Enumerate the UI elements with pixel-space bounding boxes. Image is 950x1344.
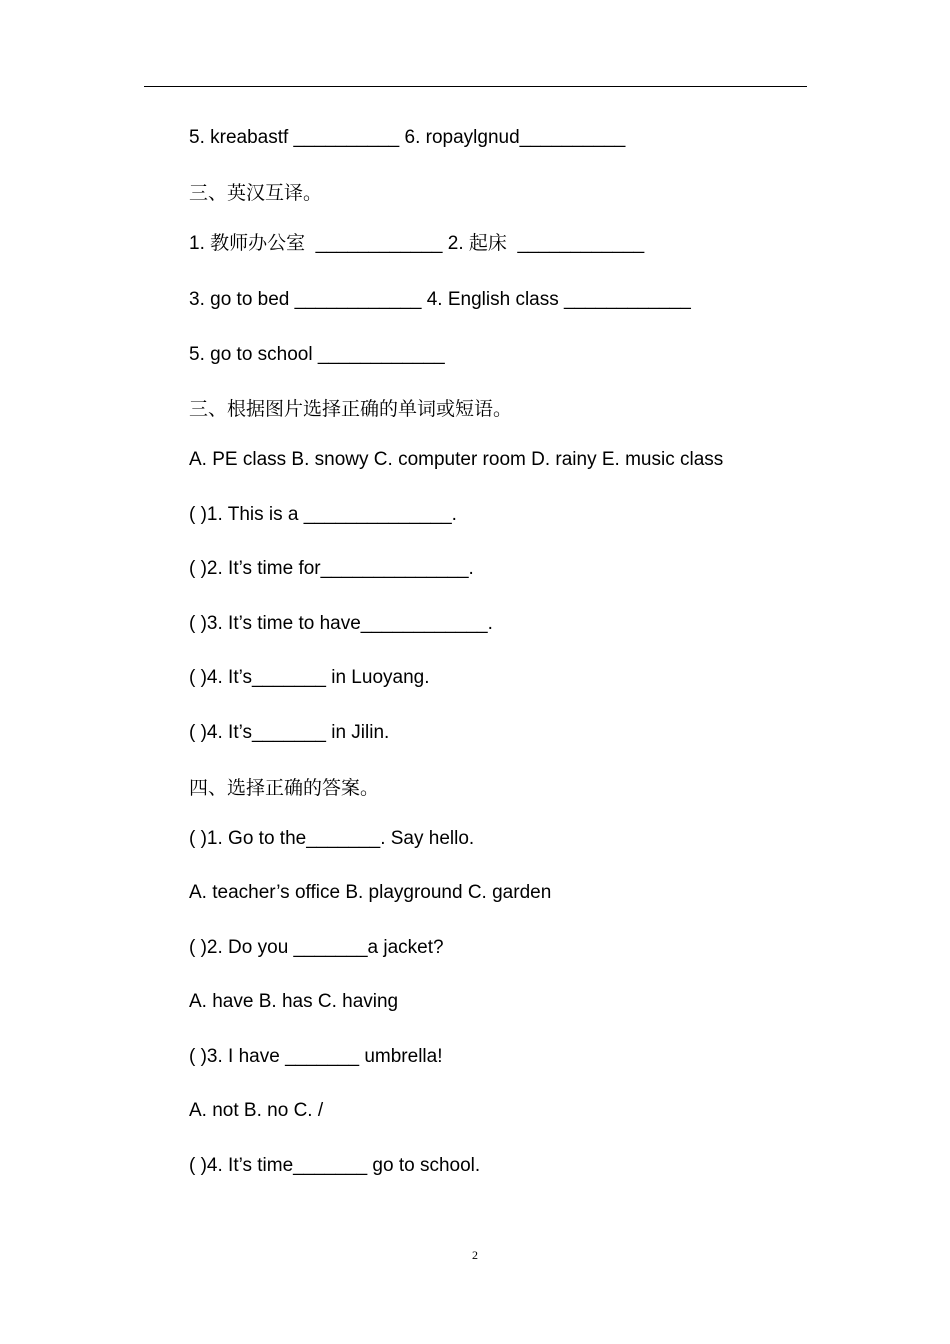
question-line: ( )3. It’s time to have____________.	[189, 613, 493, 634]
answer-options-line: A. not B. no C. /	[189, 1100, 324, 1121]
answer-options-line: A. teacher’s office B. playground C. garden	[189, 882, 552, 903]
question-line: ( )4. It’s_______ in Luoyang.	[189, 667, 430, 688]
exercise-line-translation-1: 1. 教师办公室 ____________ 2. 起床 ____________	[189, 233, 645, 254]
exercise-line-translation-3: 5. go to school ____________	[189, 344, 445, 365]
question-line: ( )2. Do you _______a jacket?	[189, 937, 444, 958]
question-line: ( )1. This is a ______________.	[189, 504, 457, 525]
exercise-line-word-scramble: 5. kreabastf __________ 6. ropaylgnud__________	[189, 127, 626, 148]
section-heading-translation: 三、英汉互译。	[189, 182, 323, 204]
header-rule	[144, 86, 807, 87]
option-list: A. PE class B. snowy C. computer room D. rainy E. music class	[189, 449, 724, 470]
question-line: ( )4. It’s time_______ go to school.	[189, 1155, 481, 1176]
answer-options-line: A. have B. has C. having	[189, 991, 399, 1012]
question-line: ( )2. It’s time for______________.	[189, 558, 474, 579]
page-number: 2	[472, 1248, 478, 1262]
section-heading-multiple-choice: 四、选择正确的答案。	[189, 777, 380, 799]
question-line: ( )1. Go to the_______. Say hello.	[189, 828, 475, 849]
question-line: ( )4. It’s_______ in Jilin.	[189, 722, 390, 743]
question-line: ( )3. I have _______ umbrella!	[189, 1046, 443, 1067]
section-heading-picture-choice: 三、根据图片选择正确的单词或短语。	[189, 398, 513, 420]
exercise-line-translation-2: 3. go to bed ____________ 4. English class ____________	[189, 289, 691, 310]
